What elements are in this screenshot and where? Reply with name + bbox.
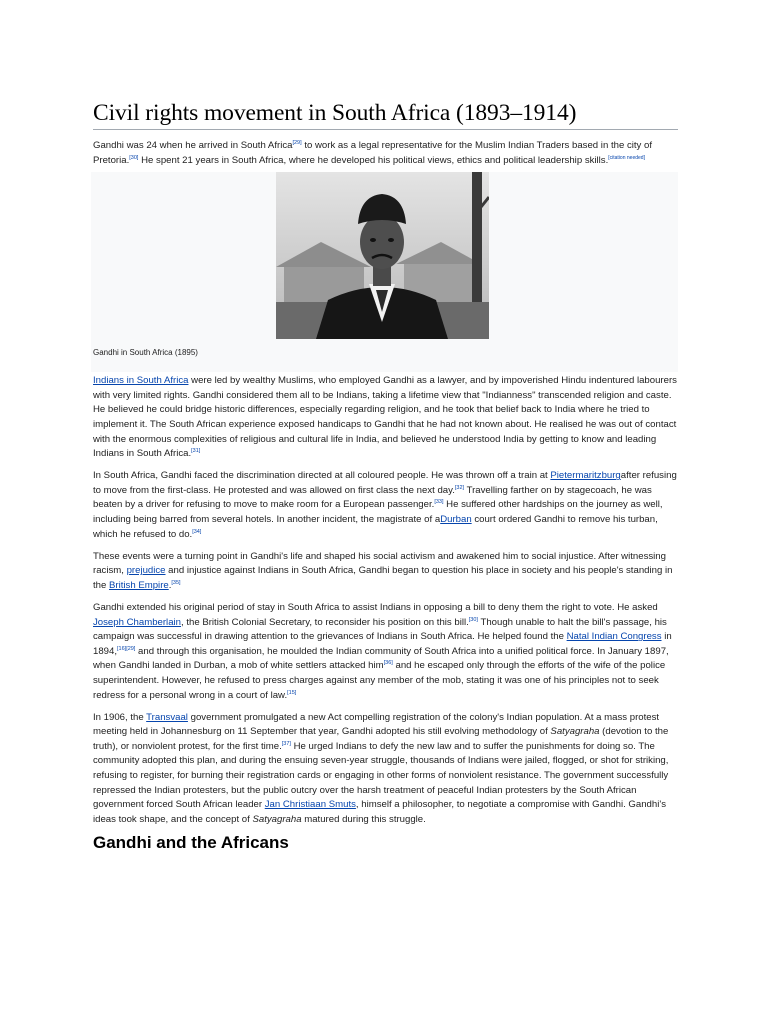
reference-link[interactable]: [16][29]: [117, 645, 136, 652]
citation-needed-link[interactable]: [citation needed]: [608, 154, 645, 161]
intro-paragraph: Gandhi was 24 when he arrived in South Africa[29] to work as a legal representative for the Muslim Indian Traders based in the city of Pretoria.[30] He spent 21 years in South Africa, where he developed his political views, ethics and political leadership skills.[citation needed]: [93, 139, 653, 166]
link-indians-in-south-africa[interactable]: Indians in South Africa: [93, 375, 189, 387]
reference-link[interactable]: [31]: [191, 447, 201, 454]
reference-link[interactable]: [15]: [287, 689, 297, 696]
link-joseph-chamberlain[interactable]: Joseph Chamberlain: [93, 616, 181, 628]
link-prejudice[interactable]: prejudice: [126, 565, 166, 577]
subsection-heading: Gandhi and the Africans: [93, 833, 289, 853]
figure-thumbnail: [91, 172, 678, 372]
link-transvaal[interactable]: Transvaal: [146, 711, 188, 723]
link-jan-christiaan-smuts[interactable]: Jan Christiaan Smuts: [264, 799, 356, 811]
photo-illustration: [276, 172, 489, 339]
link-durban[interactable]: Durban: [440, 514, 472, 526]
figure-caption: Gandhi in South Africa (1895): [93, 348, 198, 358]
link-pietermaritzburg[interactable]: Pietermaritzburg: [550, 470, 621, 482]
reference-link[interactable]: [37]: [281, 740, 291, 747]
reference-link[interactable]: [30]: [129, 154, 139, 161]
reference-link[interactable]: [36]: [383, 660, 393, 667]
paragraph-satyagraha: In 1906, the Transvaal government promulgated a new Act compelling registration of the colony's Indian population. At a mass protest meeting held in Johannesburg on 11 September that year, Gandhi adopted his still evolving methodology of Satyagraha (devotion to the truth), or nonviolent protest, for the first time.[37] He urged Indians to defy the new law and to suffer the punishments for doing so. The community adopted this plan, and during the ensuing seven-year struggle, thousands of Indians were jailed, flogged, or shot for striking, refusing to register, for burning their registration cards or engaging in other forms of nonviolent resistance. The government successfully repressed the Indian protesters, but the public outcry over the harsh treatment of peaceful Indian protesters by the South African government forced South African leader Jan Christiaan Smuts, himself a philosopher, to negotiate a compromise with Gandhi. Gandhi's ideas took shape, and the concept of Satyagraha matured during this struggle.: [93, 711, 669, 825]
paragraph-discrimination: In South Africa, Gandhi faced the discrimination directed at all coloured people. He was thrown off a train at Pietermaritzburgafter refusing to move from the first-class. He protested and was allowed on first class the next day.[32] Travelling farther on by stagecoach, he was beaten by a driver for refusing to move to make room for a European passenger.[33] He suffered other hardships on the journey as well, including being barred from several hotels. In another incident, the magistrate of aDurban court ordered Gandhi to remove his turban, which he refused to do.[34]: [93, 470, 677, 540]
paragraph-turning-point: These events were a turning point in Gandhi's life and shaped his social activism and awakened him to social injustice. After witnessing racism, prejudice and injustice against Indians in South Africa, Gandhi began to question his place in society and his people's standing in the British Empire.[35]: [93, 550, 673, 591]
link-natal-indian-congress[interactable]: Natal Indian Congress: [566, 631, 662, 643]
section-heading: Civil rights movement in South Africa (1893–1914): [93, 98, 678, 130]
reference-link[interactable]: [33]: [434, 499, 444, 506]
article: [93, 98, 678, 853]
reference-link[interactable]: [30]: [468, 616, 478, 623]
reference-link[interactable]: [32]: [454, 484, 465, 491]
paragraph-natal-indian-congress: Gandhi extended his original period of stay in South Africa to assist Indians in opposing a bill to deny them the right to vote. He asked Joseph Chamberlain, the British Colonial Secretary, to reconsider his position on this bill.[30] Though unable to halt the bill's passage, his campaign was successful in drawing attention to the grievances of Indians in South Africa. He helped found the Natal Indian Congress in 1894,[16][29] and through this organisation, he moulded the Indian community of South Africa into a unified political force. In January 1897, when Gandhi landed in Durban, a mob of white settlers attacked him[36] and he escaped only through the efforts of the wife of the police superintendent. However, he refused to press charges against any member of the mob, stating it was one of his principles not to seek redress for a personal wrong in a court of law.[15]: [93, 602, 672, 701]
reference-link[interactable]: [29]: [292, 139, 302, 146]
gandhi-portrait-image[interactable]: [276, 172, 489, 339]
paragraph-indians-in-south-africa: Indians in South Africa were led by wealthy Muslims, who employed Gandhi as a lawyer, and by impoverished Hindu indentured labourers with very limited rights. Gandhi considered them all to be Indians, taking a lifetime view that "Indianness" transcended religion and caste. He believed he could bridge historic differences, especially regarding religion, and he took that belief back to India where he tried to implement it. The South African experience exposed handicaps to Gandhi that he had not known about. He realised he was out of contact with the enormous complexities of religious and cultural life in India, and believed he understood India by getting to know and leading Indians in South Africa.[31]: [93, 375, 677, 460]
link-british-empire[interactable]: British Empire: [109, 579, 169, 591]
reference-link[interactable]: [35]: [171, 579, 181, 586]
reference-link[interactable]: [34]: [192, 528, 202, 535]
